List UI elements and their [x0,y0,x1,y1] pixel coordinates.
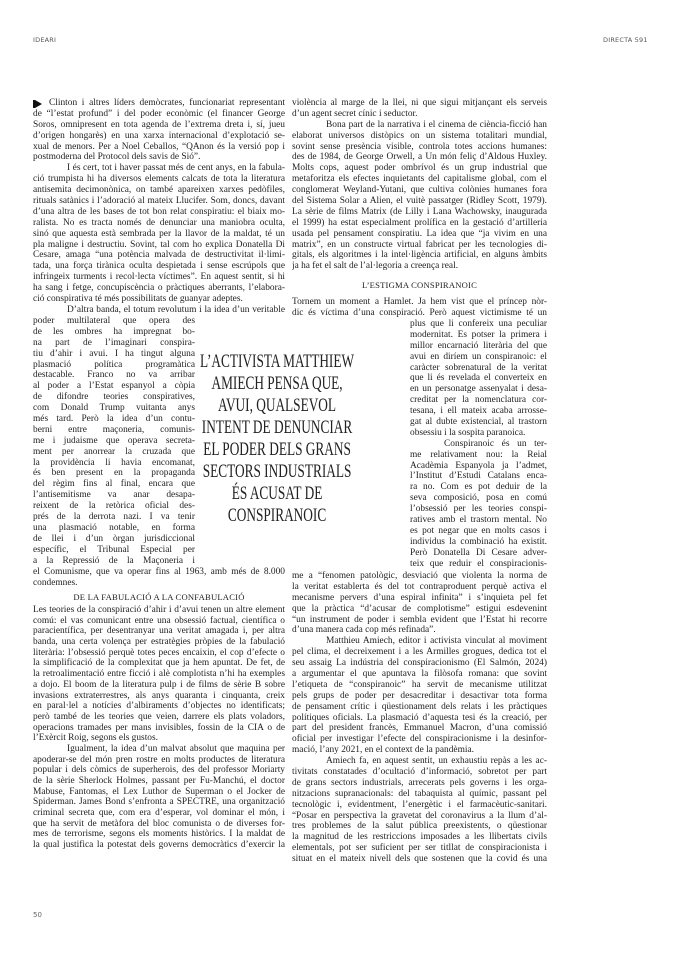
text-line: Igualment, la idea d’un malvat absolut que maquina per [67,743,285,754]
text-line: Cesare, amaga “una potència malvada de destructivitat il·limi- [33,250,285,261]
text-line: Bona part de la narrativa i el cinema de ciència-ficció han [326,119,547,130]
text-line: antisemita decimonònica, on també apareixen xarxes pedòfiles, [33,185,285,196]
text-line: oficial per investigar l’efecte del conspiracionisme i la desinfor- [292,734,547,745]
text-line: ment per anorrear la cruzada que [33,446,195,457]
text-line: reixent de la retòrica oficial des- [33,501,195,512]
text-line: me relativament nou: la Reial [410,449,547,460]
text-line: seu assaig La indústria del conspiracionismo (El Salmón, 2024) [292,658,547,669]
text-line: mes de terrorisme, segons els moments històrics. I la maldat de [33,829,285,840]
left-column-text-1 [33,98,285,316]
pull-quote-line: INTENT DE DENUNCIAR [201,417,353,438]
text-line: l’antisemitisme va anar desapa- [33,490,195,501]
pull-quote-line: AMIECH PENSA QUE, [211,373,343,394]
text-line: Tornem un moment a Hamlet. Ja hem vist que el príncep nòr- [292,297,547,307]
pull-quote-line: CONSPIRANOIC [227,505,327,526]
text-line: pel clima, el decreixement i a les Armilles grogues, dedica tot el [292,647,547,658]
text-line: postmoderna del Protocol dels savis de Sió”. [33,152,201,163]
text-line: de les ombres ha impregnat bo- [33,326,195,337]
text-line: gitals, els algoritmes i la intel·ligència artificial, en alguns àmbits [292,250,547,261]
text-line: a argumentar el que apuntava la filòsofa romana: que sovint [292,669,547,680]
text-line: l’Exèrcit Roig, segons els gustos. [33,733,158,744]
text-line: la providència li havia encomanat, [33,457,195,468]
pull-quote-line: SECTORS INDUSTRIALS [202,461,352,482]
text-line: popular i dels còmics de superherois, des del professor Moriarty [33,765,285,776]
text-line: que la pràctica “d’acusar de complotisme” estigui esdevenint [292,603,547,614]
text-line: Conspiranoic és un ter- [444,438,547,449]
text-line: l’Institut d’Estudi Catalans enca- [410,471,547,482]
text-line: de la sèrie Sherlock Holmes, passant per Fu-Manchú, el doctor [33,776,285,786]
text-line: infringeix turments i recol·lecta víctimes”. En aquest sentit, si hi [33,272,285,283]
right-column-text-3 [292,571,547,865]
text-line: D’altra banda, el totum revolutum i la idea d’un veritable [67,304,285,315]
pull-quote-line: EL PODER DELS GRANS [203,439,351,460]
text-line: me i judaisme que operava secreta- [33,435,195,446]
text-line: Però Donatella Di Cesare adver- [410,547,547,558]
text-line: la magnitud de les restriccions imposades a les llibertats civils [292,832,547,843]
text-line: tres problemes de la salut pública preexistents, o qüestionar [292,821,547,832]
text-line: poder multilateral que opera des [33,316,195,326]
text-line: operacions tramades per mans invisibles, fossin de la CIA o de [33,722,285,733]
text-line: na part de l’imaginari conspira- [33,337,195,348]
right-column-text-2 [292,297,547,319]
text-line: sovint sense presència visible, controla totes accions humanes: [292,141,547,152]
text-line: tecnològic i, evidentment, l’energètic i el farmacèutic-sanitari. [292,799,547,810]
text-line: del règim fins al final, encara que [33,479,195,490]
text-line: la simplificació de la complexitat que ja hem apuntat. De fet, de [33,658,285,669]
text-line: d’una altra de les bases de tot bon relat conspiratiu: el biaix mo- [33,206,285,217]
text-line: La sèrie de films Matrix (de Lilly i Lana Wachowsky, inaugurada [292,206,547,217]
text-line: me a “fenomen patològic, desviació que violenta la norma de [292,571,547,581]
text-line: condemnes. [33,577,78,588]
text-line: Amiech fa, en aquest sentit, un exhaustiu repàs a les ac- [326,756,547,767]
text-line: com Donald Trump vuitanta anys [33,403,195,414]
text-line: al poder a l’Estat espanyol a còpia [33,381,195,392]
left-column-text-3 [33,605,285,851]
text-line: matrix”, en un constructe virtual fabricat per les tecnologies di- [292,239,547,250]
text-line: Matthieu Amiech, editor i activista vinculat al moviment [326,636,547,647]
text-line: elementals, pot ser suficient per ser titllat de conspiracionista i [292,843,547,854]
text-line: la veritat establerta és del tot contraproduent perquè activa el [292,581,547,592]
page-number: 50 [33,911,42,919]
text-line: dic és víctima d’una conspiració. Però aquest victimisme té un [292,307,547,318]
text-line [33,98,285,109]
text-line: metaforitza els efectes inquietants del capitalisme global, com el [292,174,547,185]
text-line: modernitat. És potser la primera i [410,329,547,340]
text-line: millor encarnació literària del que [410,340,547,351]
text-line-content: Clinton i altres líders demòcrates, funcionariat representant [49,98,285,108]
text-line: Spiderman. James Bond s’enfronta a SPECTRE, una organització [33,797,285,808]
text-line: l’etiqueta de “conspiranoic” ha servit de mecanisme utilitzat [292,679,547,690]
text-line: però també de les teories que veien, darrere els plats voladors, [33,711,285,722]
text-line: Les teories de la conspiració d’ahir i d’avui tenen un altre element [33,605,285,615]
text-line: rituals satànics i l’adoració al mateix Llucifer. Som, doncs, davant [33,196,285,207]
text-line: literària: l’obsessió perquè totes peces encaixin, el cop d’efecte o [33,647,285,658]
text-line: la retroalimentació entre ficció i alè complotista n’hi ha exemples [33,669,285,680]
text-line: prés de la derrota nazi. I va tenir [33,512,195,523]
text-line: I és cert, tot i haver passat més de cent anys, en la fabula- [67,163,285,174]
text-line: de llei i d’un òrgan jurisdiccional [33,533,195,544]
text-line: que ha servit de metàfora del bloc comunista o de diverses for- [33,818,285,829]
pull-quote-line: L’ACTIVISTA MATTHIEW [200,351,355,372]
right-column-text-wrap [410,319,547,569]
text-line: una plasmació notable, en forma [33,522,195,533]
text-line: ralista. No es tracta només de denunciar una maniobra oculta, [33,217,285,228]
text-line: a dojo. El boom de la literatura pulp i de films de sèrie B sobre [33,679,285,690]
text-line: específic, el Tribunal Especial per [33,544,195,555]
text-line: en paral·lel a notícies d’albiraments d’objectes no identificats; [33,701,285,712]
text-line: l’obsessió per les teories conspi- [410,504,547,515]
text-line: Acadèmia Espanyola ja l’admet, [410,460,547,471]
text-line: el Comunisme, que va operar fins al 1963, amb més de 8.000 [33,567,285,577]
text-line: ra no. Com es pot deduir de la [410,482,547,493]
text-line: a la Repressió de la Maçoneria i [33,555,195,566]
text-line: caràcter sobrenatural de la veritat [410,362,547,373]
text-line: de pensament crític i qüestionament dels relats i les pràctiques [292,701,547,712]
section-label: IDEARI [33,36,57,44]
text-line: tesana, i ell mateix acaba arrosse- [410,406,547,417]
text-line: conglomerat Weyland-Yutani, que cultiva colònies humanes fora [292,185,547,196]
text-line: el 1999) ha estat especialment prolífica en la gestació d’artilleria [292,217,547,228]
text-line: banda, una certa volença per estratègies pròpies de la fabulació [33,637,285,648]
text-line: “Posar en perspectiva la gravetat del coronavirus a la llum d’al- [292,810,547,821]
pull-quote [199,351,355,527]
text-line: paracientífica, per desentranyar una veritat amagada i, per altra [33,626,285,637]
text-line: creditat per la nomenclatura cor- [410,395,547,406]
pull-quote-line: AVUI, QUALSEVOL [218,395,337,416]
text-line: d’un agent secret cínic i seductor. [292,108,418,119]
text-line: del Sistema Solar a Alien, el vuitè passatger (Ridley Scott, 1979). [292,196,547,207]
text-line: obsessiu i la sospita paranoica. [410,427,526,438]
text-line: part del president francès, Emmanuel Macron, d’una comissió [292,723,547,734]
text-line: violència al marge de la llei, ni que sigui mitjançant els serveis [292,98,547,108]
text-line: tiu d’ahir i avui. I ha tingut alguna [33,348,195,359]
text-line: de “l’estat profund” i del poder econòmic (el financer George [33,108,285,119]
text-line: ratives amb el trastorn mental. No [410,515,547,526]
text-line: d’origen hongarès) en una xarxa internacional d’explotació se- [33,130,285,141]
text-line: Soros, omnipresent en tota agenda de l’extrema dreta i, sí, jueu [33,119,285,130]
text-line: de difondre teories conspiratives, [33,392,195,403]
text-line: ció trumpista hi ha diversos elements calcats de tota la literatura [33,174,285,185]
text-line: que li és revelada el converteix en [410,373,547,384]
continuation-arrow-icon [35,100,42,108]
text-line: “un instrument de poder i sembla evident que l’Estat hi recorre [292,614,547,625]
text-line: plasmació política programàtica [33,359,195,370]
text-line: sinó que aquesta està sembrada per la llavor de la maldat, té un [33,228,285,239]
text-line: criminal secreta que, com era d’esperar, vol dominar el món, i [33,808,285,819]
text-line: apoderar-se del món pren rostre en molts productes de literatura [33,754,285,765]
text-line: polítiques oficials. La plasmació d’aquesta tesi és la creació, per [292,712,547,723]
text-line: tada, una força tirànica oculta despietada i sense escrúpols que [33,261,285,272]
text-line: ja ha fet el salt de l’al·legoria a creença real. [292,261,459,272]
text-line: avui en diríem un conspiranoic: el [410,351,547,362]
subheading-estigma: L’ESTIGMA CONSPIRANOIC [361,280,478,290]
text-line: pla maligne i destructiu. Sovint, tal com ho explica Donatella Di [33,239,285,250]
text-line: pels grups de poder per desacreditar i desactivar tota forma [292,690,547,701]
text-line: des de 1984, de George Orwell, a Un món feliç d’Aldous Huxley. [292,152,547,163]
left-column-text-wrap [33,316,195,566]
text-line: nitzacions supranacionals: del tabaquista al químic, passant pel [292,788,547,799]
text-line: tivitats constatades d’ocultació d’informació, sobretot per part [292,767,547,778]
text-line: situat en el mateix nivell dels que sostenen que la covid és una [292,854,547,865]
text-line: Mabuse, Fantomas, el Lex Luthor de Superman o el Jocker de [33,786,285,797]
text-line: comú: el vas comunicant entre una obsessió factual, científica o [33,615,285,626]
text-line: berni entre maçoneria, comunis- [33,424,195,435]
text-line: de grans sectors industrials, arrecerats pels governs i les orga- [292,777,547,788]
text-line: xual de menors. Per a Noel Ceballos, “QAnon és la versió pop i [33,141,285,152]
text-line: gat al dubte existencial, al trastorn [410,417,547,428]
text-line: destacable. Franco no va arribar [33,370,195,381]
text-line: la qual justifica la potestat dels governs democràtics d’exercir la [33,840,285,851]
pull-quote-line: ÉS ACUSAT DE [231,483,323,504]
text-line: més tard. Però la idea d’un contu- [33,414,195,425]
text-line: és ben present en la propaganda [33,468,195,479]
left-column-text-2 [33,567,285,589]
subheading-fabulacio: DE LA FABULACIÓ A LA CONFABULACIÓ [73,592,245,602]
text-line: mació, l’any 2021, en el context de la pandèmia. [292,745,474,756]
text-line: invasions extraterrestres, als anys quaranta i cinquanta, creix [33,690,285,701]
text-line: ha sang i fetge, concupiscència o pràctiques aberrants, l’elabora- [33,283,285,294]
text-line: mecanisme pervers d’una espiral infinita” i s’inquieta pel fet [292,592,547,603]
text-line: elaborat universos distòpics on un sistema totalitari mundial, [292,130,547,141]
text-line: Molts cops, aquest poder ombrívol és un grup industrial que [292,163,547,174]
text-line: seva composició, posa en comú [410,493,547,504]
right-column-text-1 [292,98,547,272]
text-line: usada pel pensament conspiratiu. La idea que “ja vivim en una [292,228,547,239]
issue-label: DIRECTA 591 [603,36,648,44]
text-line: es pot negar que en molts casos i [410,525,547,536]
text-line: individus la combinació ha existit. [410,536,547,547]
text-line: ció conspirativa té més possibilitats de guanyar adeptes. [33,294,243,305]
text-line: plus que li confereix una peculiar [410,319,547,329]
text-line: d’una manera cada cop més refinada”. [292,625,436,636]
text-line: en un personatge assenyalat i desa- [410,384,547,395]
text-line: teix que reduir el conspiracionis- [410,558,547,569]
